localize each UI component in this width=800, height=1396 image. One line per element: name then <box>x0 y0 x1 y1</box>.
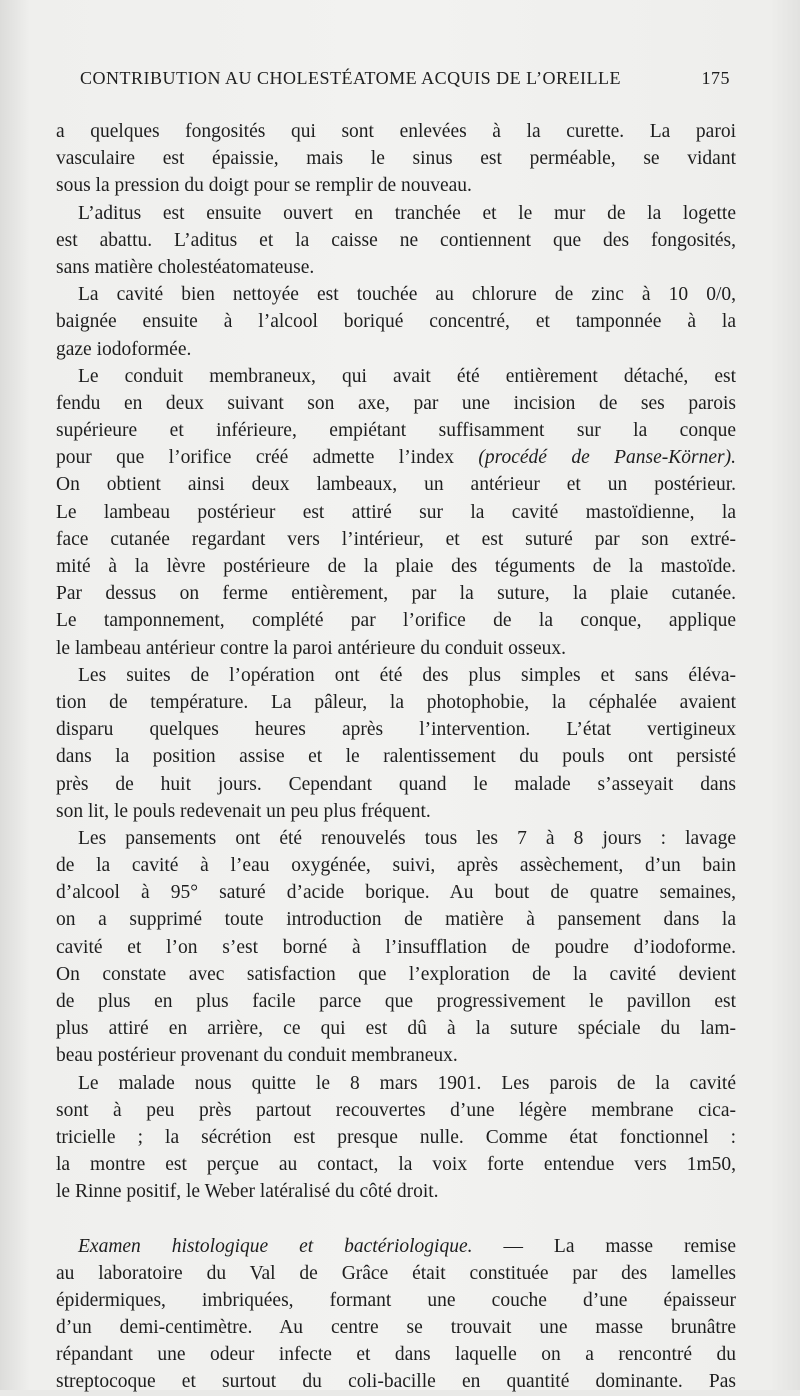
text-line-content: épidermiques, imbriquées, formant une couche d’une épaisseur <box>56 1289 736 1311</box>
text-line-content: Le tamponnement, complété par l’orifice de la conque, applique <box>56 610 736 632</box>
text-line <box>56 1314 736 1341</box>
paragraph-gap <box>56 1206 736 1233</box>
text-line <box>56 879 736 906</box>
text-line <box>56 852 736 879</box>
italic-citation: (procédé de Panse-Körner). <box>478 447 736 469</box>
text-line-content: L’aditus est ensuite ouvert en tranchée et le mur de la logette <box>78 202 736 224</box>
text-line-content: est abattu. L’aditus et la caisse ne contiennent que des fongosités, <box>56 229 736 251</box>
text-line-content: on a supprimé toute introduction de matière à pansement dans la <box>56 909 736 931</box>
text-line-content: disparu quelques heures après l’intervention. L’état vertigineux <box>56 719 736 741</box>
text-line <box>56 825 736 852</box>
text-line-content: sont à peu près partout recouvertes d’une légère membrane cica- <box>56 1099 736 1121</box>
text-line <box>56 607 736 634</box>
text-line <box>56 1042 736 1069</box>
text-line-content: On constate avec satisfaction que l’exploration de la cavité devient <box>56 963 736 985</box>
text-line-content: Le conduit membraneux, qui avait été entièrement détaché, est <box>78 365 736 387</box>
text-line-content: supérieure et inférieure, empiétant suffisamment sur la conque <box>56 420 736 442</box>
text-line <box>56 798 736 825</box>
text-line <box>56 1070 736 1097</box>
text-line-content: de la cavité à l’eau oxygénée, suivi, après assèchement, d’un bain <box>56 855 736 877</box>
text-line-content: Les pansements ont été renouvelés tous les 7 à 8 jours : lavage <box>78 827 736 849</box>
text-line <box>56 743 736 770</box>
text-line-content: On obtient ainsi deux lambeaux, un antérieur et un postérieur. <box>56 474 736 496</box>
text-line-content: au laboratoire du Val de Grâce était constituée par des lamelles <box>56 1262 736 1284</box>
text-line <box>56 689 736 716</box>
body-text <box>56 118 736 1396</box>
text-line <box>56 363 736 390</box>
text-line <box>56 227 736 254</box>
text-line-content: a quelques fongosités qui sont enlevées à la curette. La paroi <box>56 121 736 142</box>
text-line <box>56 471 736 498</box>
text-line <box>56 1260 736 1287</box>
text-line <box>56 580 736 607</box>
text-line <box>56 444 736 471</box>
text-line <box>56 988 736 1015</box>
text-line-content: cavité et l’on s’est borné à l’insufflation de poudre d’iodoforme. <box>56 936 736 958</box>
text-line-content: d’un demi-centimètre. Au centre se trouvait une masse brunâtre <box>56 1317 736 1339</box>
text-line-content: beau postérieur provenant du conduit membraneux. <box>56 1045 458 1067</box>
text-line <box>56 934 736 961</box>
text-line <box>56 390 736 417</box>
text-line <box>56 1178 736 1205</box>
text-line <box>56 172 736 199</box>
text-line-content: baignée ensuite à l’alcool boriqué concentré, et tamponnée à la <box>56 311 736 333</box>
text-line-content: le lambeau antérieur contre la paroi antérieure du conduit osseux. <box>56 637 567 659</box>
text-line-content: fendu en deux suivant son axe, par une incision de ses parois <box>56 392 736 414</box>
text-line <box>56 662 736 689</box>
text-line-content: la montre est perçue au contact, la voix forte entendue vers 1m50, <box>56 1154 736 1176</box>
text-line <box>56 635 736 662</box>
text-line-content: sans matière cholestéatomateuse. <box>56 256 315 278</box>
text-line-content: Les suites de l’opération ont été des plus simples et sans éléva- <box>78 664 736 686</box>
text-line-content: Le lambeau postérieur est attiré sur la cavité mastoïdienne, la <box>56 501 736 523</box>
text-line <box>56 553 736 580</box>
text-line-content: Par dessus on ferme entièrement, par la suture, la plaie cutanée. <box>56 583 736 605</box>
text-line-content: le Rinne positif, le Weber latéralisé du côté droit. <box>56 1181 439 1203</box>
text-line-content: tion de température. La pâleur, la photophobie, la céphalée avaient <box>56 691 736 713</box>
text-line <box>56 499 736 526</box>
section-heading: Examen histologique et bactériologique. <box>78 1235 473 1257</box>
text-line <box>56 145 736 172</box>
text-line <box>56 716 736 743</box>
text-line-content: son lit, le pouls redevenait un peu plus fréquent. <box>56 800 431 822</box>
text-line <box>56 336 736 363</box>
text-line-content: sous la pression du doigt pour se remplir de nouveau. <box>56 175 472 197</box>
text-line <box>56 1124 736 1151</box>
text-line <box>56 526 736 553</box>
text-line-content: gaze iodoformée. <box>56 338 192 360</box>
text-line-content: vasculaire est épaissie, mais le sinus est perméable, se vidant <box>56 148 736 170</box>
text-line-content: d’alcool à 95° saturé d’acide borique. Au bout de quatre semaines, <box>56 882 736 904</box>
text-line-content: répandant une odeur infecte et dans laquelle on a rencontré du <box>56 1344 736 1366</box>
text-line <box>56 906 736 933</box>
text-line <box>56 1233 736 1260</box>
text-line <box>56 254 736 281</box>
text-line-content: streptocoque et surtout du coli-bacille en quantité dominante. Pas <box>56 1371 736 1393</box>
text-line-content: Le malade nous quitte le 8 mars 1901. Les parois de la cavité <box>78 1072 736 1094</box>
text-line <box>56 1151 736 1178</box>
text-line <box>56 118 736 145</box>
text-line-content: face cutanée regardant vers l’intérieur, et est suturé par son extré- <box>56 528 736 550</box>
text-line <box>56 1015 736 1042</box>
text-line <box>56 200 736 227</box>
text-line-content: pour que l’orifice créé admette l’index <box>56 447 479 469</box>
text-line-content: — La masse remise <box>472 1235 737 1257</box>
text-line <box>56 961 736 988</box>
text-line-content: plus attiré en arrière, ce qui est dû à la suture spéciale du lam- <box>56 1018 736 1040</box>
page-number: 175 <box>701 68 730 88</box>
text-line <box>56 771 736 798</box>
text-line <box>56 1368 736 1395</box>
text-line-content: de plus en plus facile parce que progressivement le pavillon est <box>56 991 736 1012</box>
text-line-content: dans la position assise et le ralentissement du pouls ont persisté <box>56 746 736 768</box>
text-line <box>56 1341 736 1368</box>
running-header <box>80 68 730 89</box>
text-line <box>56 417 736 444</box>
text-line-content: tricielle ; la sécrétion est presque nulle. Comme état fonctionnel : <box>56 1126 736 1148</box>
text-line <box>56 281 736 308</box>
text-line <box>56 308 736 335</box>
text-line-content: mité à la lèvre postérieure de la plaie des téguments de la mastoïde. <box>56 556 736 577</box>
text-line <box>56 1097 736 1124</box>
running-title: CONTRIBUTION AU CHOLESTÉATOME ACQUIS DE L’OREILLE <box>80 68 621 88</box>
text-line-content: près de huit jours. Cependant quand le malade s’asseyait dans <box>56 773 736 795</box>
text-line <box>56 1287 736 1314</box>
text-line-content: La cavité bien nettoyée est touchée au chlorure de zinc à 10 0/0, <box>78 284 736 306</box>
